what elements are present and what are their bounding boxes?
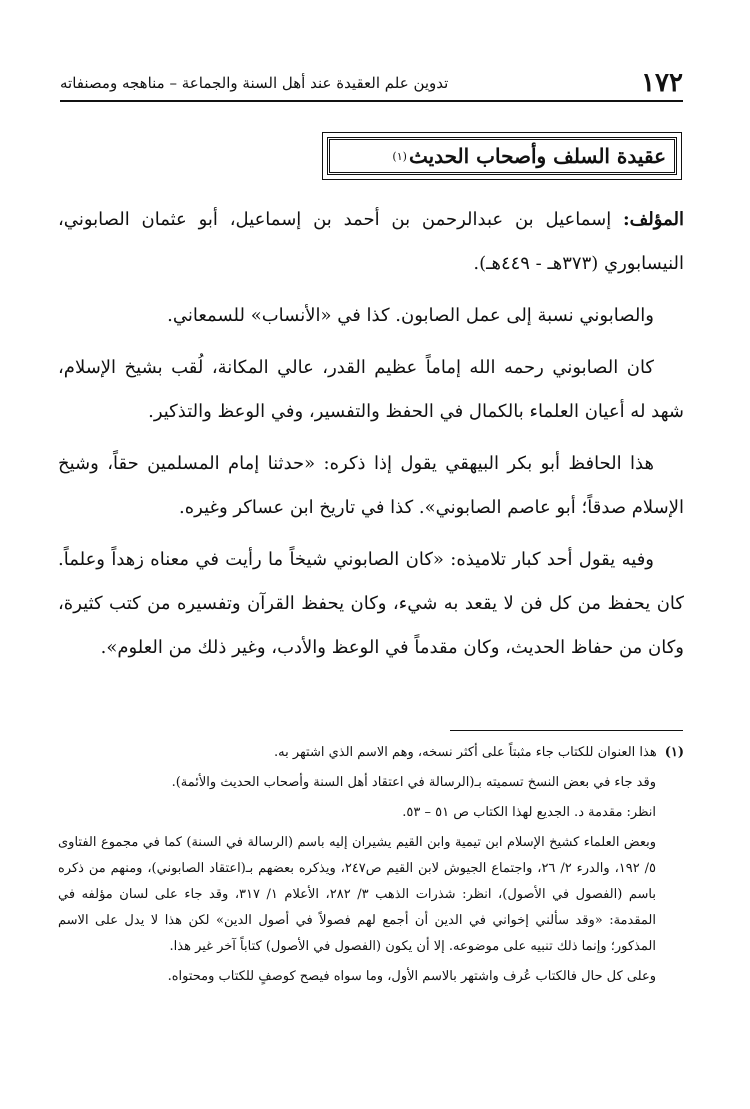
page-number: ١٧٢ bbox=[641, 68, 683, 98]
author-paragraph bbox=[58, 198, 684, 286]
footnote-line: انظر: مقدمة د. الجديع لهذا الكتاب ص ٥١ – ٥٣. bbox=[402, 805, 656, 820]
page-header bbox=[60, 66, 683, 102]
paragraph-status: كان الصابوني رحمه الله إماماً عظيم القدر، عالي المكانة، لُقب بشيخ الإسلام، شهد له أعيان العلماء بالكمال في الحفظ والتفسير، وفي الوعظ والتذكير. bbox=[58, 357, 684, 422]
author-text: إسماعيل بن عبدالرحمن بن أحمد بن إسماعيل، أبو عثمان الصابوني، النيسابوري (٣٧٣هـ - ٤٤٩هـ). bbox=[58, 209, 684, 274]
author-label: المؤلف: bbox=[623, 209, 684, 230]
paragraph-student: وفيه يقول أحد كبار تلاميذه: «كان الصابوني شيخاً ما رأيت في معناه زهداً وعلماً. كان يحفظ من كل فن لا يقعد به شيء، وكان يحفظ القرآن وتفسيره من كتب كثيرة، وكان من حفاظ الحديث، وكان مقدماً في الوعظ والأدب، وغير ذلك من العلوم». bbox=[58, 549, 684, 658]
title-footnote-marker: (١) bbox=[392, 149, 407, 163]
footnote-1 bbox=[58, 740, 684, 766]
section-title: عقيدة السلف وأصحاب الحديث bbox=[408, 144, 666, 168]
section-title-frame bbox=[327, 137, 677, 175]
running-title: تدوين علم العقيدة عند أهل السنة والجماعة – مناهجه ومصنفاته bbox=[60, 74, 449, 92]
footnote-divider bbox=[450, 730, 683, 731]
footnotes bbox=[58, 740, 684, 994]
paragraph-nisba: والصابوني نسبة إلى عمل الصابون. كذا في «الأنساب» للسمعاني. bbox=[167, 305, 654, 326]
section-title-box bbox=[322, 132, 682, 180]
footnote-line: وعلى كل حال فالكتاب عُرف واشتهر بالاسم الأول، وما سواه فيصح كوصفٍ للكتاب ومحتواه. bbox=[167, 969, 656, 984]
paragraph-bayhaqi: هذا الحافظ أبو بكر البيهقي يقول إذا ذكره: «حدثنا إمام المسلمين حقاً، وشيخ الإسلام صدقاً؛ أبو عاصم الصابوني». كذا في تاريخ ابن عساكر وغيره. bbox=[58, 453, 684, 518]
footnote-line: هذا العنوان للكتاب جاء مثبتاً على أكثر نسخه، وهم الاسم الذي اشتهر به. bbox=[274, 745, 657, 760]
footnote-line: وقد جاء في بعض النسخ تسميته بـ(الرسالة في اعتقاد أهل السنة وأصحاب الحديث والأئمة). bbox=[171, 775, 656, 790]
footnote-number: (١) bbox=[664, 745, 684, 760]
footnote-line: وبعض العلماء كشيخ الإسلام ابن تيمية وابن القيم يشيران إليه باسم (الرسالة في السنة) كما في مجموع الفتاوى ٥/ ١٩٢، والدرء ٢/ ٢٦، واجتماع الجيوش لابن القيم ص٢٤٧، ويذكره بعضهم بـ(اعتقاد الصابوني)، ومنهم من ذكره باسم (الفصول في الأصول)، انظر: شذرات الذهب ٣/ ٢٨٢، الأعلام ١/ ٣١٧، وقد جاء على لسان مؤلفه في المقدمة: «وقد سألني إخواني في الدين أن أجمع لهم فصولاً في أصول الدين» لكن هذا لا يدل على الاسم المذكور؛ وإنما ذلك تنبيه على موضوعه. إلا أن يكون (الفصول في الأصول) كتاباً آخر غير هذا. bbox=[58, 835, 657, 954]
main-text bbox=[58, 198, 684, 678]
